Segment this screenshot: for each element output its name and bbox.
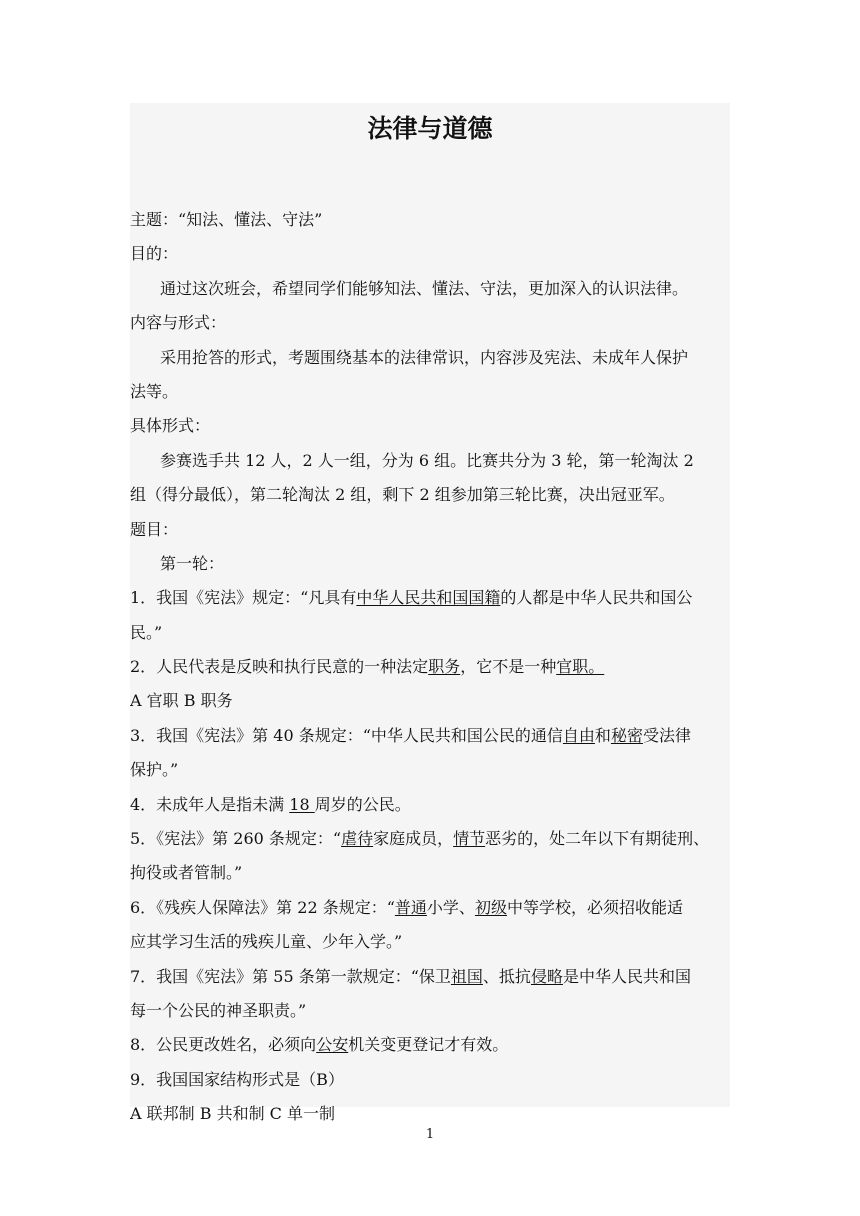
text-line: [130, 444, 730, 478]
text-segment: 、抵抗: [482, 966, 531, 986]
text-line: [130, 960, 730, 994]
underlined-answer: 官职。: [556, 657, 605, 677]
text-line: [130, 753, 730, 787]
text-segment: 机关变更登记才有效。: [348, 1035, 509, 1055]
underlined-answer: 职务: [428, 657, 461, 677]
text-segment: 1．我国《宪法》规定：“凡具有: [130, 588, 357, 608]
text-line: [130, 581, 730, 615]
text-segment: 参赛选手共 12 人，2 人一组，分为 6 组。比赛共分为 3 轮，第一轮淘汰 2: [160, 450, 694, 470]
text-segment: 和: [594, 725, 611, 745]
text-line: [130, 547, 730, 581]
text-segment: 内容与形式：: [130, 313, 227, 333]
text-line: [130, 409, 730, 443]
text-line: [130, 478, 730, 512]
text-line: [130, 1028, 730, 1062]
document-body: [130, 103, 730, 1124]
text-line: [130, 375, 730, 409]
text-segment: 目的：: [130, 244, 179, 264]
text-line: [130, 237, 730, 271]
underlined-answer: 虐待: [341, 829, 374, 849]
text-line: [130, 684, 730, 718]
text-line: [130, 994, 730, 1028]
text-segment: 的人都是中华人民共和国公: [500, 588, 693, 608]
underlined-answer: 情节: [453, 829, 486, 849]
text-segment: 周岁的公民。: [314, 794, 411, 814]
text-segment: 恶劣的，处二年以下有期徒刑、: [485, 829, 710, 849]
document-title: 法律与道德: [367, 114, 493, 143]
text-segment: 组（得分最低），第二轮淘汰 2 组，剩下 2 组参加第三轮比赛，决出冠亚军。: [130, 485, 675, 505]
text-segment: 主题：“知法、懂法、守法”: [130, 210, 323, 229]
text-line: [130, 891, 730, 925]
text-segment: 中等学校，必须招收能适: [506, 897, 683, 917]
text-segment: 法等。: [130, 381, 179, 401]
document-text: [130, 203, 730, 1132]
underlined-answer: 秘密: [610, 725, 643, 745]
underlined-answer: 祖国: [450, 966, 483, 986]
text-line: [130, 788, 730, 822]
text-segment: 2．人民代表是反映和执行民意的一种法定: [130, 657, 429, 677]
text-segment: 应其学习生活的残疾儿童、少年入学。”: [130, 932, 403, 952]
text-line: [130, 203, 730, 237]
text-segment: 7．我国《宪法》第 55 条第一款规定：“保卫: [130, 966, 451, 986]
text-line: [130, 856, 730, 890]
text-segment: 小学、: [426, 897, 475, 917]
text-segment: A 联邦制 B 共和制 C 单一制: [130, 1104, 335, 1124]
text-line: [130, 513, 730, 547]
text-segment: ，它不是一种: [460, 657, 557, 677]
text-line: [130, 306, 730, 340]
text-segment: 4．未成年人是指未满: [130, 794, 290, 814]
text-segment: 9．我国国家结构形式是（B）: [130, 1069, 344, 1089]
text-line: [130, 1063, 730, 1097]
underlined-answer: 侵略: [530, 966, 563, 986]
text-segment: 通过这次班会，希望同学们能够知法、懂法、守法，更加深入的认识法律。: [160, 278, 689, 298]
text-segment: 题目：: [130, 519, 179, 539]
underlined-answer: 普通: [394, 897, 427, 917]
underlined-answer: 初级: [474, 897, 507, 917]
text-segment: 8．公民更改姓名，必须向: [130, 1035, 317, 1055]
text-line: [130, 616, 730, 650]
text-line: [130, 650, 730, 684]
text-line: [130, 341, 730, 375]
text-segment: 采用抢答的形式，考题围绕基本的法律常识，内容涉及宪法、未成年人保护: [160, 347, 689, 367]
text-line: [130, 822, 730, 856]
text-segment: 5．《宪法》第 260 条规定：“: [130, 829, 342, 849]
text-segment: 每一个公民的神圣职责。”: [130, 1000, 307, 1020]
text-line: [130, 719, 730, 753]
text-segment: 是中华人民共和国: [562, 966, 691, 986]
text-segment: 拘役或者管制。”: [130, 863, 243, 883]
text-segment: 3．我国《宪法》第 40 条规定：“中华人民共和国公民的通信: [130, 725, 563, 745]
text-segment: 受法律: [642, 725, 691, 745]
underlined-answer: 中华人民共和国国籍: [356, 588, 501, 608]
text-segment: 民。”: [130, 622, 163, 642]
underlined-answer: 自由: [562, 725, 595, 745]
text-segment: 家庭成员，: [373, 829, 454, 849]
text-segment: 6．《残疾人保障法》第 22 条规定：“: [130, 897, 395, 917]
text-segment: 保护。”: [130, 760, 179, 780]
page-number: 1: [425, 1127, 435, 1142]
text-segment: A 官职 B 职务: [130, 691, 233, 711]
text-line: [130, 272, 730, 306]
text-segment: 第一轮：: [160, 553, 225, 573]
underlined-answer: 18: [289, 794, 315, 814]
underlined-answer: 公安: [316, 1035, 349, 1055]
text-segment: 具体形式：: [130, 416, 211, 436]
text-line: [130, 925, 730, 959]
